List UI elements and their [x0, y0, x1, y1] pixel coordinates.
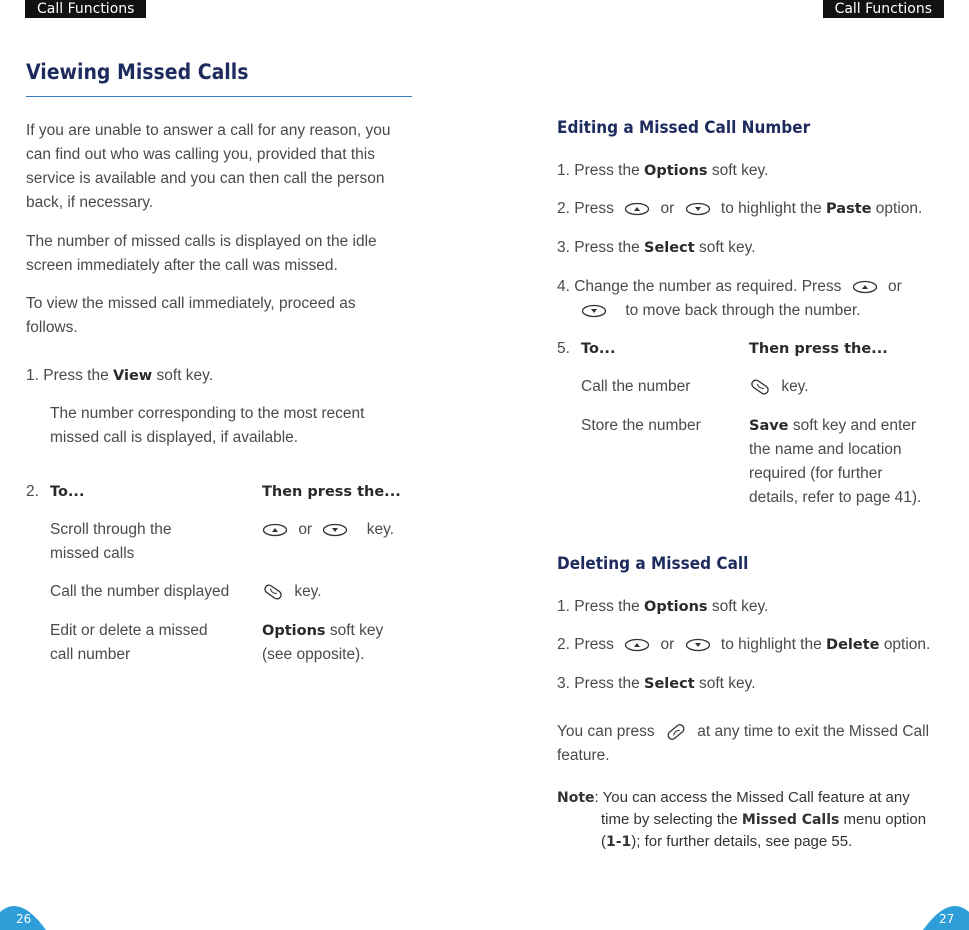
text-line: menu option [843, 811, 927, 828]
text-line: back, if necessary. [26, 194, 154, 211]
text-line: The number corresponding to the most recent [50, 405, 365, 422]
text-line: The number of missed calls is displayed on the idle [26, 233, 377, 250]
text-line: You can press [557, 723, 655, 740]
edit-section-title: Editing a Missed Call Number [557, 118, 811, 138]
header-section-tab-right: Call Functions [823, 0, 944, 18]
step-text: to highlight the [720, 200, 822, 217]
text-line: details, refer to page 41). [749, 489, 922, 506]
text-line: ( [601, 833, 606, 850]
edit-step-1 [557, 159, 768, 183]
or-text: or [660, 636, 675, 653]
send-key-icon [749, 378, 771, 396]
text-line: feature. [557, 747, 610, 764]
delete-option-label: Delete [826, 637, 880, 653]
text-line: Scroll through the [50, 521, 172, 538]
view-paragraph [26, 292, 356, 340]
text-line: follows. [26, 319, 78, 336]
key-text: key. [294, 583, 322, 600]
text-line: To view the missed call immediately, proceed as [26, 295, 356, 312]
edit-step-3 [557, 236, 756, 260]
up-key-icon [262, 523, 288, 537]
page-number-text: 26 [16, 912, 32, 926]
table-row-call-keys [262, 580, 322, 604]
step-text: 2. Press [557, 636, 614, 653]
table-row-edit-keys [262, 619, 383, 667]
intro-paragraph [26, 119, 390, 215]
title-divider [26, 96, 412, 97]
page-number-text: 27 [939, 912, 955, 926]
table-row-store-action: Store the number [581, 417, 701, 434]
options-softkey-label: Options [262, 623, 326, 639]
step-text: option. [875, 200, 923, 217]
table-header-to: To... [50, 484, 85, 500]
text-line: missed call is displayed, if available. [50, 429, 299, 446]
text-line: service is available and you can then call the person [26, 170, 385, 187]
down-key-icon [685, 202, 711, 216]
table-row-call-action: Call the number [581, 378, 691, 395]
down-key-icon [322, 523, 348, 537]
text-line: soft key and enter [792, 417, 917, 434]
edit-step-4 [557, 275, 937, 323]
save-softkey-label: Save [749, 418, 789, 434]
text-line: ); for further details, see page 55. [631, 833, 853, 850]
up-key-icon [624, 202, 650, 216]
key-text: key. [781, 378, 809, 395]
step-text: 1. Press the [557, 598, 640, 615]
down-key-icon [685, 638, 711, 652]
step-text: 1. Press the [557, 162, 640, 179]
delete-step-1 [557, 595, 768, 619]
step-text: option. [883, 636, 931, 653]
text-line: (see opposite). [262, 646, 365, 663]
step-text: soft key. [698, 675, 756, 692]
text-line: time by selecting the [601, 811, 738, 828]
delete-step-2 [557, 633, 930, 657]
text-line: If you are unable to answer a call for any reason, you [26, 122, 391, 139]
text-line: soft key [329, 622, 384, 639]
step-text: soft key. [156, 367, 214, 384]
delete-section-title: Deleting a Missed Call [557, 554, 749, 574]
edit-step-2 [557, 197, 922, 221]
page-title: Viewing Missed Calls [26, 60, 249, 84]
text-line: at any time to exit the Missed Call [697, 723, 930, 740]
note-label: Note [557, 790, 595, 806]
missed-calls-menu-label: Missed Calls [741, 812, 840, 828]
step-2-number: 2. [26, 483, 39, 500]
up-key-icon [624, 638, 650, 652]
table-header-press: Then press the... [749, 341, 888, 357]
step-text: to move back through the number. [625, 302, 861, 319]
paste-option-label: Paste [826, 201, 872, 217]
down-key-icon [581, 304, 607, 318]
table-row-call-action: Call the number displayed [50, 583, 230, 600]
page-number-left [0, 894, 46, 930]
text-line: : You can access the Missed Call feature at any [594, 789, 910, 806]
key-text: key. [366, 521, 395, 538]
step-1 [26, 364, 213, 388]
text-line: Edit or delete a missed [50, 622, 208, 639]
note-block [557, 787, 926, 853]
end-key-icon [665, 722, 687, 742]
text-line: call number [50, 646, 131, 663]
table-header-press: Then press the... [262, 484, 401, 500]
text-line: missed calls [50, 545, 135, 562]
step-text: 3. Press the [557, 675, 640, 692]
header-section-tab-left: Call Functions [25, 0, 146, 18]
exit-paragraph [557, 720, 947, 768]
step-text: 3. Press the [557, 239, 640, 256]
up-key-icon [852, 280, 878, 294]
step-text: 1. Press the [26, 367, 109, 384]
table-row-call-keys [749, 375, 809, 399]
step-text: 4. Change the number as required. Press [557, 278, 842, 295]
step-text: 2. Press [557, 200, 614, 217]
table-row-scroll-keys [262, 518, 394, 542]
select-softkey-label: Select [644, 676, 695, 692]
text-line: can find out who was calling you, provided that this [26, 146, 375, 163]
page-number-right [923, 894, 969, 930]
edit-step-5-number: 5. [557, 340, 570, 357]
step-text: soft key. [698, 239, 756, 256]
or-text: or [660, 200, 675, 217]
table-row-store-keys [749, 414, 921, 510]
send-key-icon [262, 583, 284, 601]
options-softkey-label: Options [644, 163, 708, 179]
step-text: to highlight the [720, 636, 822, 653]
step-text: soft key. [711, 598, 769, 615]
text-line: required (for further [749, 465, 883, 482]
table-row-edit-action [50, 619, 208, 667]
text-line: screen immediately after the call was missed. [26, 257, 338, 274]
step-1-description [50, 402, 364, 450]
options-softkey-label: Options [644, 599, 708, 615]
view-softkey-label: View [113, 368, 153, 384]
missed-count-paragraph [26, 230, 377, 278]
menu-number: 1-1 [606, 834, 632, 850]
select-softkey-label: Select [644, 240, 695, 256]
delete-step-3 [557, 672, 756, 696]
table-row-scroll-action [50, 518, 172, 566]
table-header-to: To... [581, 341, 616, 357]
step-text: soft key. [711, 162, 769, 179]
or-text: or [887, 278, 902, 295]
or-text: or [298, 521, 313, 538]
text-line: the name and location [749, 441, 902, 458]
